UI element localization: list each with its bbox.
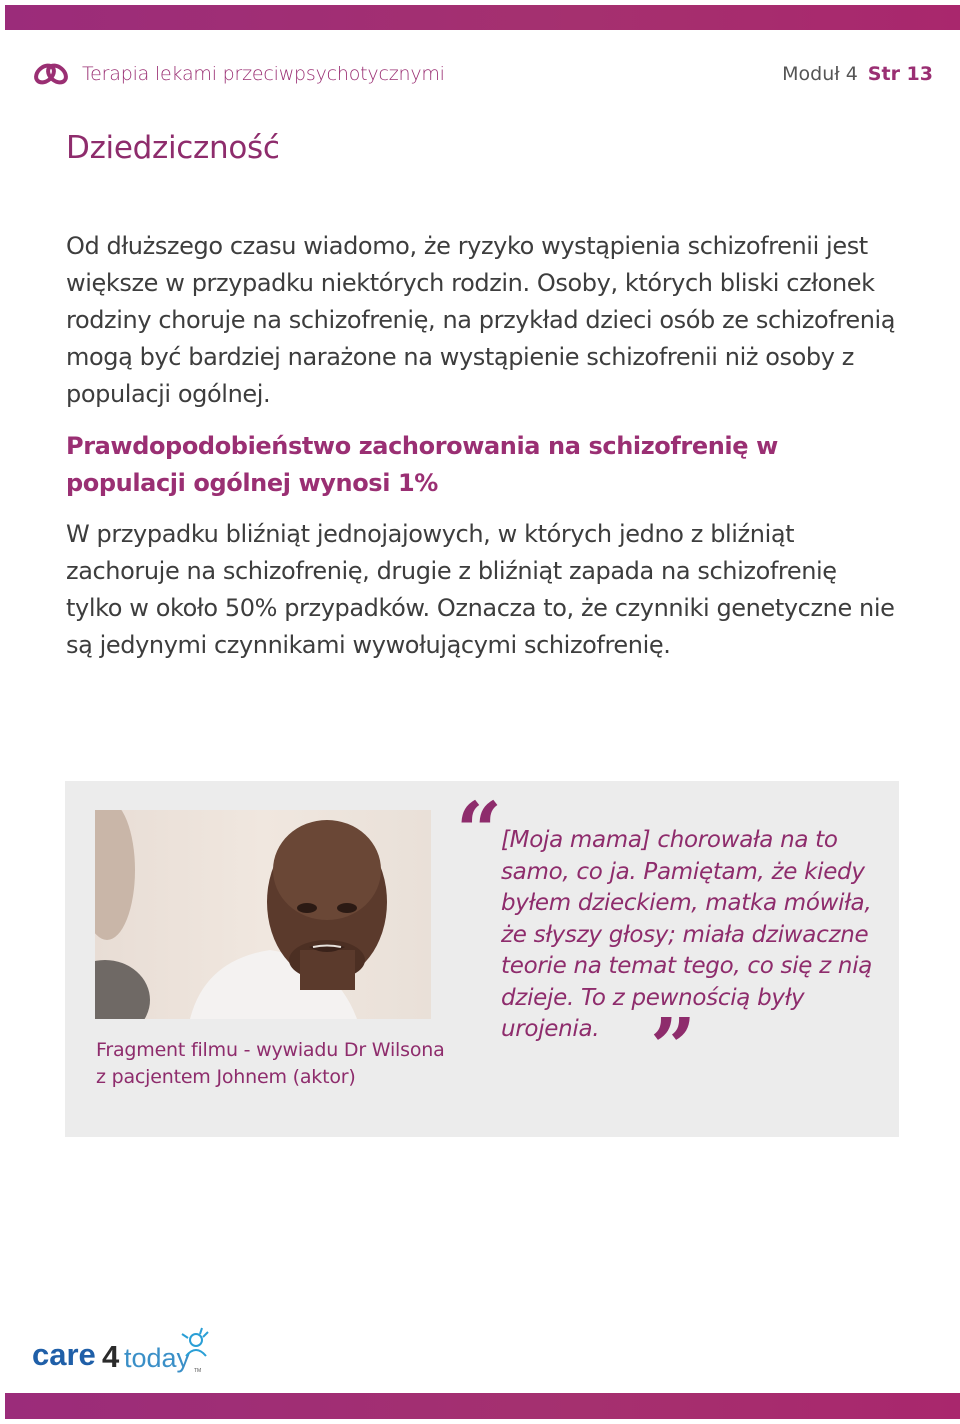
care4today-logo (32, 1326, 212, 1376)
section-title: Dziedziczność (66, 130, 280, 166)
paragraph-twins: W przypadku bliźniąt jednojajowych, w których jedno z bliźniąt zachoruje na schizofrenię, drugie z bliźniąt zapada na schizofrenię tylko w około 50% przypadków. Oznacza to, że czynniki genetyczne nie są jedynymi czynnikami wywołującymi schizofrenię. (66, 520, 895, 659)
brand-today: today (124, 1343, 191, 1373)
quote-box (65, 781, 899, 1137)
photo-caption: Fragment filmu - wywiadu Dr Wilsona z pacjentem Johnem (aktor) (96, 1039, 445, 1088)
infinity-knot-icon (30, 56, 74, 92)
page-indicator (782, 63, 933, 85)
brand-tm: TM (194, 1368, 202, 1374)
highlight-statement: Prawdopodobieństwo zachorowania na schizofrenię w populacji ogólnej wynosi 1% (66, 432, 778, 497)
open-quote-mark: “ (456, 784, 503, 878)
close-quote-mark: ” (650, 1000, 697, 1094)
module-label: Moduł 4 (782, 63, 858, 85)
paragraph-heredity: Od dłuższego czasu wiadomo, że ryzyko wystąpienia schizofrenii jest większe w przypadku niektórych rodzin. Osoby, których bliski członek rodziny choruje na schizofrenię, na przykład dzieci osób ze schizofrenią mogą być bardziej narażone na wystąpienie schizofrenii niż osoby z populacji ogólnej. (66, 232, 896, 408)
page-header (30, 56, 935, 92)
page-number: Str 13 (867, 63, 933, 85)
patient-photo (95, 810, 431, 1019)
patient-quote: [Moja mama] chorowała na to samo, co ja. Pamiętam, że kiedy byłem dzieckiem, matka mówiła, że słyszy głosy; miała dziwaczne teorie na temat tego, co się z nią dzieje. To z pewnością były urojenia. (501, 827, 873, 1042)
brand-4: 4 (102, 1339, 120, 1374)
patient-photo-image (95, 810, 431, 1019)
brand-care: care (32, 1337, 96, 1372)
care4today-logo-graphic (32, 1326, 212, 1376)
bottom-accent-bar (5, 1393, 960, 1419)
top-accent-bar (5, 5, 960, 30)
document-title: Terapia lekami przeciwpsychotycznymi (82, 63, 445, 85)
